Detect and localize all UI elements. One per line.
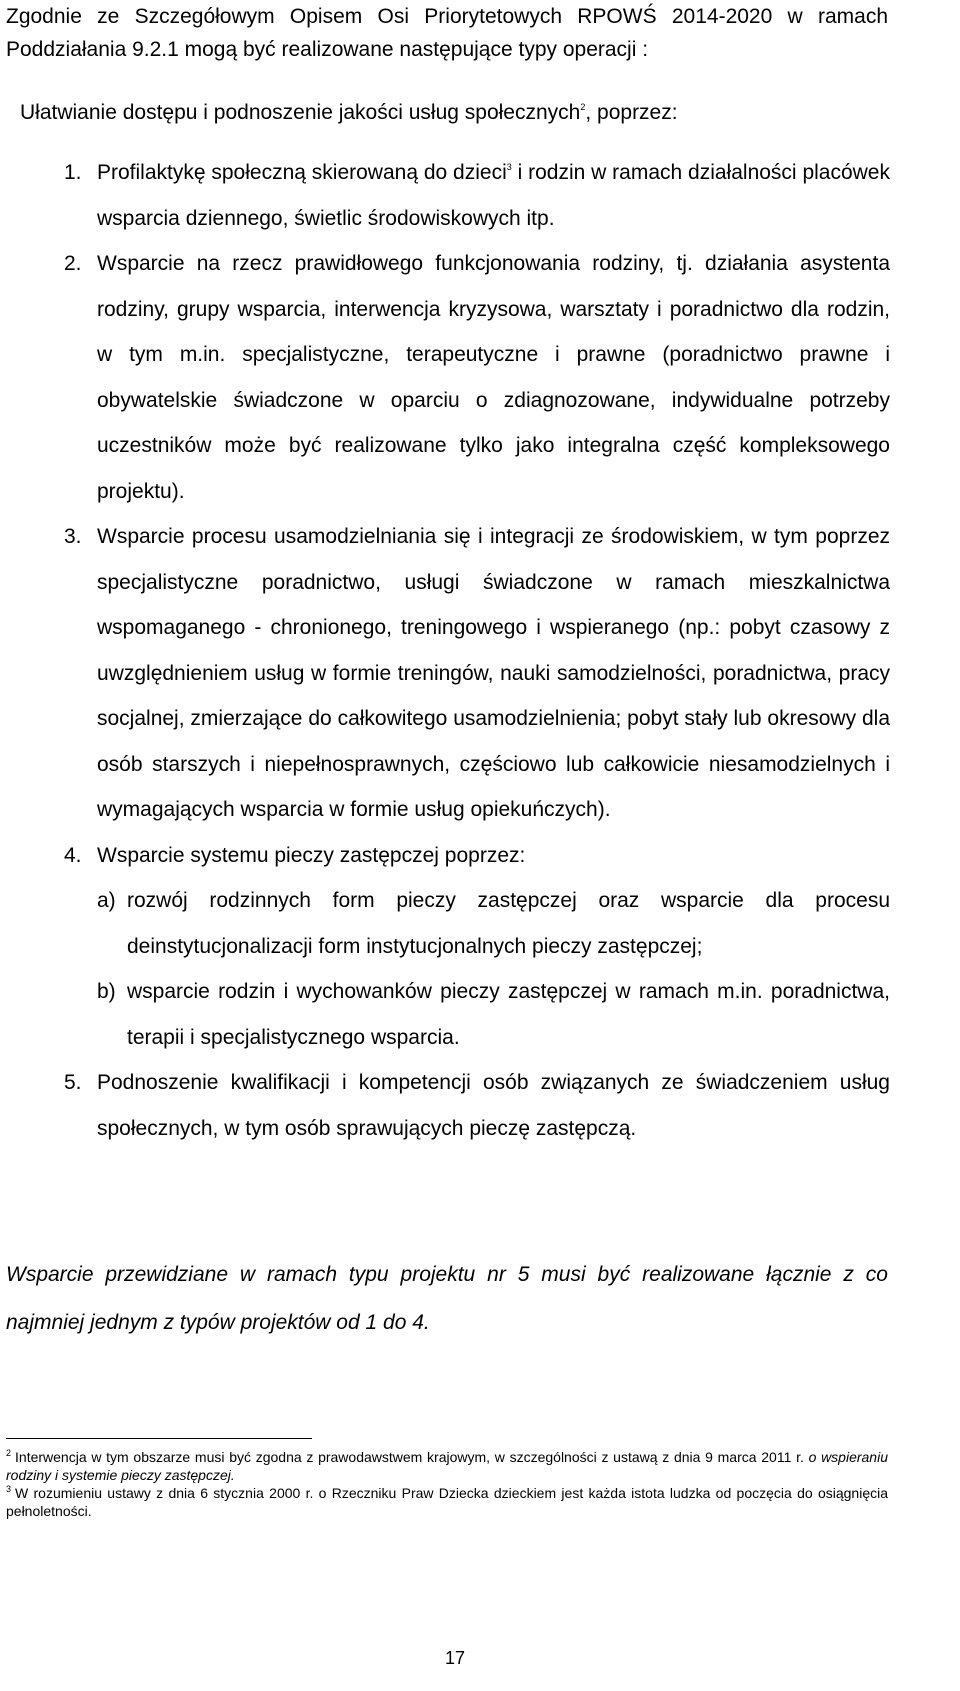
footnote-text: W rozumieniu ustawy z dnia 6 stycznia 2000 r. o Rzeczniku Praw Dziecka dzieckiem jest każda istota ludzka od poczęcia do osiągnięcia pełnoletności. [6, 1485, 888, 1519]
list-item-text [97, 150, 890, 241]
page-number: 17 [444, 1648, 466, 1668]
list-item-1 [0, 150, 890, 241]
list-item-text: Wsparcie systemu pieczy zastępczej poprzez: [97, 843, 526, 867]
footnote-3 [6, 1484, 888, 1520]
sublist-item-text: wsparcie rodzin i wychowanków pieczy zastępczej w ramach m.in. poradnictwa, terapii i specjalistycznego wsparcia. [127, 980, 890, 1049]
footnote-italic-text: o wspieraniu rodziny i systemie pieczy zastępczej. [6, 1449, 888, 1483]
footnote-2 [6, 1448, 888, 1484]
list-number: 4. [64, 843, 82, 867]
list-item-text: Wsparcie na rzecz prawidłowego funkcjonowania rodziny, tj. działania asystenta rodziny, grupy wsparcia, interwencja kryzysowa, warsztaty i poradnictwo dla rodzin, w tym m.in. specjalistyczne, terapeutyczne i prawne (poradnictwo prawne i obywatelskie świadczone w oparciu o zdiagnozowane, indywidualne potrzeby uczestników może być realizowane tylko jako integralna część kompleksowego projektu). [97, 252, 890, 503]
list-item-5 [0, 1060, 890, 1151]
list-item-text-before: Profilaktykę społeczną skierowaną do dzieci [97, 161, 507, 184]
sublist-item-text: rozwój rodzinnych form pieczy zastępczej oraz wsparcie dla procesu deinstytucjonalizacji form instytucjonalnych pieczy zastępczej; [127, 889, 890, 958]
lead-suffix: , poprzez: [585, 101, 678, 124]
footnote-ref-3[interactable]: 3 [506, 162, 512, 172]
lead-paragraph [20, 96, 890, 129]
footnote-separator [6, 1438, 312, 1439]
list-item-text: Podnoszenie kwalifikacji i kompetencji osób związanych ze świadczeniem usług społecznych, w tym osób sprawujących pieczę zastępczą. [97, 1071, 890, 1140]
footnote-mark: 2 [6, 1448, 12, 1458]
footnotes [6, 1448, 888, 1520]
sublist-item-a [97, 878, 890, 969]
intro-paragraph: Zgodnie ze Szczegółowym Opisem Osi Priorytetowych RPOWŚ 2014-2020 w ramach Poddziałania 9.2.1 mogą być realizowane następujące typy operacji : [6, 5, 888, 61]
list-item-2 [0, 241, 890, 514]
list-item-text-after: i rodzin w ramach działalności placówek wsparcia dziennego, świetlic środowiskowych itp. [97, 161, 890, 230]
sublist-letter: a) [97, 889, 116, 912]
list-item-4 [0, 833, 890, 1061]
lead-text: Ułatwianie dostępu i podnoszenie jakości usług społecznych [20, 101, 581, 124]
sublist-letter: b) [97, 980, 116, 1003]
list-number: 1. [64, 161, 82, 184]
footnote-mark: 3 [6, 1484, 12, 1494]
list-item-text: Wsparcie procesu usamodzielniania się i integracji ze środowiskiem, w tym poprzez specjalistyczne poradnictwo, usługi świadczone w ramach mieszkalnictwa wspomaganego - chronionego, treningowego i wspieranego (np.: pobyt czasowy z uwzględnieniem usług w formie treningów, nauki samodzielności, poradnictwa, pracy socjalnej, zmierzające do całkowitego usamodzielnienia; pobyt stały lub okresowy dla osób starszych i niepełnosprawnych, częściowo lub całkowicie niesamodzielnych i wymagających wsparcia w formie usług opiekuńczych). [97, 525, 890, 821]
list-item-3 [0, 514, 890, 833]
sublist-item-b [97, 969, 890, 1060]
sublist [97, 878, 890, 1060]
list-number: 2. [64, 252, 82, 275]
footnote-text: Interwencja w tym obszarze musi być zgodna z prawodawstwem krajowym, w szczególności z ustawą z dnia 9 marca 2011 r. [15, 1449, 809, 1465]
list-number: 3. [64, 525, 82, 548]
list-number: 5. [64, 1071, 82, 1094]
closing-note: Wsparcie przewidziane w ramach typu projektu nr 5 musi być realizowane łącznie z co najmniej jednym z typów projektów od 1 do 4. [6, 1263, 888, 1334]
operation-types-list [0, 150, 890, 1151]
footnote-ref-2[interactable]: 2 [580, 102, 586, 112]
